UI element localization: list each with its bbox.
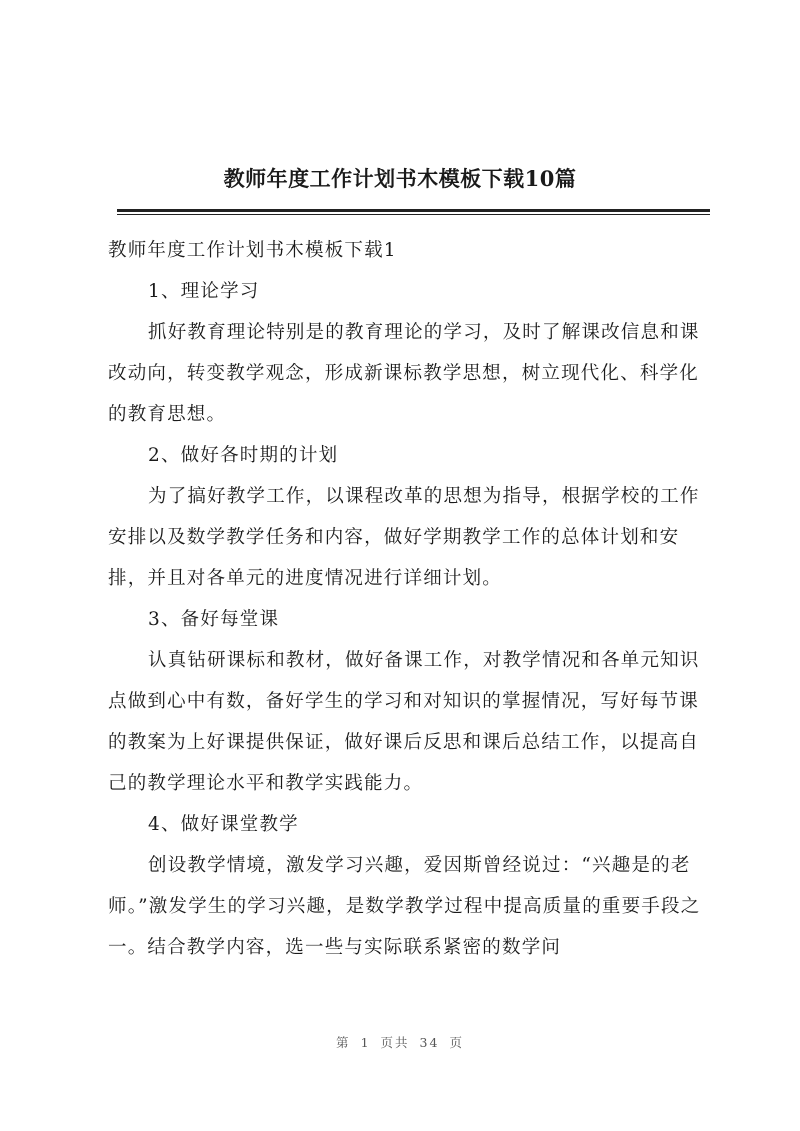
title-divider-thin (117, 214, 710, 215)
section-title: 教师年度工作计划书木模板下载1 (108, 240, 397, 261)
item-paragraph-2: 为了搞好教学工作，以课程改革的思想为指导，根据学校的工作安排以及数学教学任务和内容，做好学期教学工作的总体计划和安排，并且对各单元的进度情况进行详细计划。 (108, 486, 700, 589)
item-heading-1: 1、理论学习 (148, 281, 260, 302)
item-heading-4: 4、做好课堂教学 (148, 814, 299, 835)
document-body (108, 230, 708, 968)
item-heading-2: 2、做好各时期的计划 (148, 445, 339, 466)
footer-prefix: 第 (336, 1035, 351, 1050)
footer-page-number: 1 (360, 1035, 371, 1050)
page-title: 教师年度工作计划书木模板下载10篇 (223, 166, 577, 191)
page-footer (0, 1033, 800, 1051)
title-divider-thick (117, 209, 710, 212)
item-heading-3: 3、备好每堂课 (148, 609, 280, 630)
footer-suffix: 页 (449, 1035, 464, 1050)
footer-total-pages: 34 (419, 1035, 440, 1050)
item-paragraph-1: 抓好教育理论特别是的教育理论的学习，及时了解课改信息和课改动向，转变教学观念，形成新课标教学思想，树立现代化、科学化的教育思想。 (108, 322, 700, 425)
item-paragraph-4: 创设教学情境，激发学习兴趣，爱因斯曾经说过：“兴趣是的老师。”激发学生的学习兴趣，是数学教学过程中提高质量的重要手段之一。结合教学内容，选一些与实际联系紧密的数学问 (108, 855, 701, 958)
item-paragraph-3: 认真钻研课标和教材，做好备课工作，对教学情况和各单元知识点做到心中有数，备好学生的学习和对知识的掌握情况，写好每节课的教案为上好课提供保证，做好课后反思和课后总结工作，以提高自己的教学理论水平和教学实践能力。 (108, 650, 700, 794)
footer-middle: 页共 (380, 1035, 410, 1050)
